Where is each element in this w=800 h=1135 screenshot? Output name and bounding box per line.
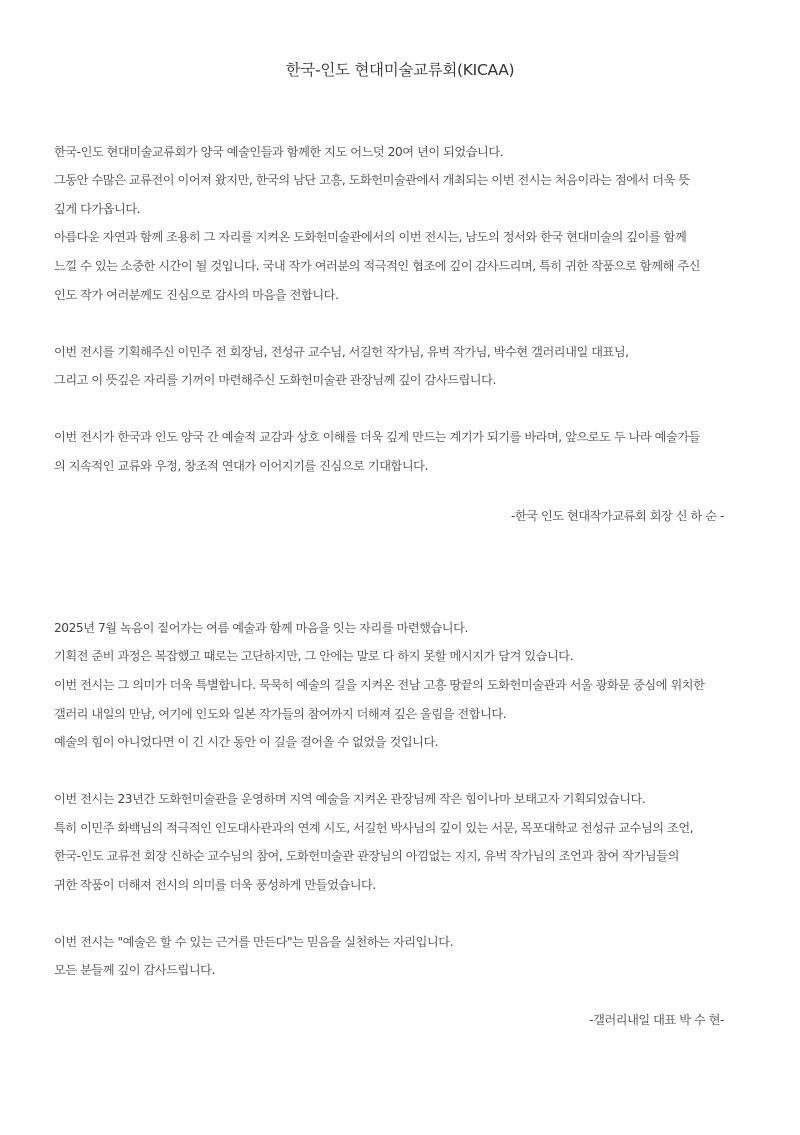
letter-1-line: 그리고 이 뜻깊은 자리를 기꺼이 마련해주신 도화헌미술관 관장님께 깊이 감사드립니다. [54,373,496,387]
letter-2-line: 귀한 작품이 더해져 전시의 의미를 더욱 풍성하게 만들었습니다. [54,878,376,892]
letter-1-line: 이번 전시가 한국과 인도 양국 간 예술적 교감과 상호 이해를 더욱 깊게 만드는 계기가 되기를 바라며, 앞으로도 두 나라 예술가들 [54,430,700,444]
letter-2-line: 특히 이민주 화백님의 적극적인 인도대사관과의 연계 시도, 서길헌 박사님의 깊이 있는 서문, 목포대학교 전성규 교수님의 조언, [54,821,694,835]
letter-2-signature: -갤러리내일 대표 박 수 현- [589,1013,724,1027]
letter-2-line: 모든 분들께 깊이 감사드립니다. [54,963,215,977]
letter-2-line: 한국-인도 교류전 회장 신하순 교수님의 참여, 도화헌미술관 관장님의 아낌없는 지지, 유벅 작가님의 조언과 참여 작가님들의 [54,849,679,863]
letter-2-line: 기획전 준비 과정은 복잡했고 때로는 고단하지만, 그 안에는 말로 다 하지 못할 메시지가 담겨 있습니다. [54,649,574,663]
letter-2-line: 예술의 힘이 아니었다면 이 긴 시간 동안 이 길을 걸어올 수 없었을 것입니다. [54,735,439,749]
letter-2-line: 갤러리 내일의 만남, 여기에 인도와 일본 작가들의 참여까지 더해져 깊은 울림을 전합니다. [54,707,507,721]
letter-1-line: 그동안 수많은 교류전이 이어져 왔지만, 한국의 남단 고흥, 도화헌미술관에서 개최되는 이번 전시는 처음이라는 점에서 더욱 뜻 [54,173,690,187]
letter-1-line: 깊게 다가옵니다. [54,202,141,216]
letter-1-line: 인도 작가 여러분께도 진심으로 감사의 마음을 전합니다. [54,288,339,302]
letter-1-line: 한국-인도 현대미술교류회가 양국 예술인들과 함께한 지도 어느덧 20여 년이 되었습니다. [54,145,504,159]
letter-2-line: 이번 전시는 23년간 도화헌미술관을 운영하며 지역 예술을 지켜온 관장님께 작은 힘이나마 보태고자 기획되었습니다. [54,792,646,806]
letter-1-line: 아름다운 자연과 함께 조용히 그 자리를 지켜온 도화헌미술관에서의 이번 전시는, 남도의 정서와 한국 현대미술의 깊이를 함께 [54,230,687,244]
letter-2-line: 2025년 7월 녹음이 짙어가는 여름 예술과 함께 마음을 잇는 자리를 마련했습니다. [54,621,468,635]
letter-1-line: 의 지속적인 교류와 우정, 창조적 연대가 이어지기를 진심으로 기대합니다. [54,459,428,473]
letter-1-signature: -한국 인도 현대작가교류회 회장 신 하 순 - [510,509,724,523]
document-title: 한국-인도 현대미술교류회(KICAA) [285,61,515,79]
letter-2-line: 이번 전시는 "예술은 할 수 있는 근거를 만든다"는 믿음을 실천하는 자리입니다. [54,935,453,949]
letter-1-line: 이번 전시를 기획해주신 이민주 전 회장님, 전성규 교수님, 서길헌 작가님, 유벅 작가님, 박수현 갤러리내일 대표님, [54,345,629,359]
letter-1-line: 느낄 수 있는 소중한 시간이 될 것입니다. 국내 작가 여러분의 적극적인 협조에 깊이 감사드리며, 특히 귀한 작품으로 함께해 주신 [54,259,700,273]
letter-2-line: 이번 전시는 그 의미가 더욱 특별합니다. 묵묵히 예술의 길을 지켜온 전남 고흥 땅끝의 도화헌미술관과 서울 광화문 중심에 위치한 [54,678,705,692]
